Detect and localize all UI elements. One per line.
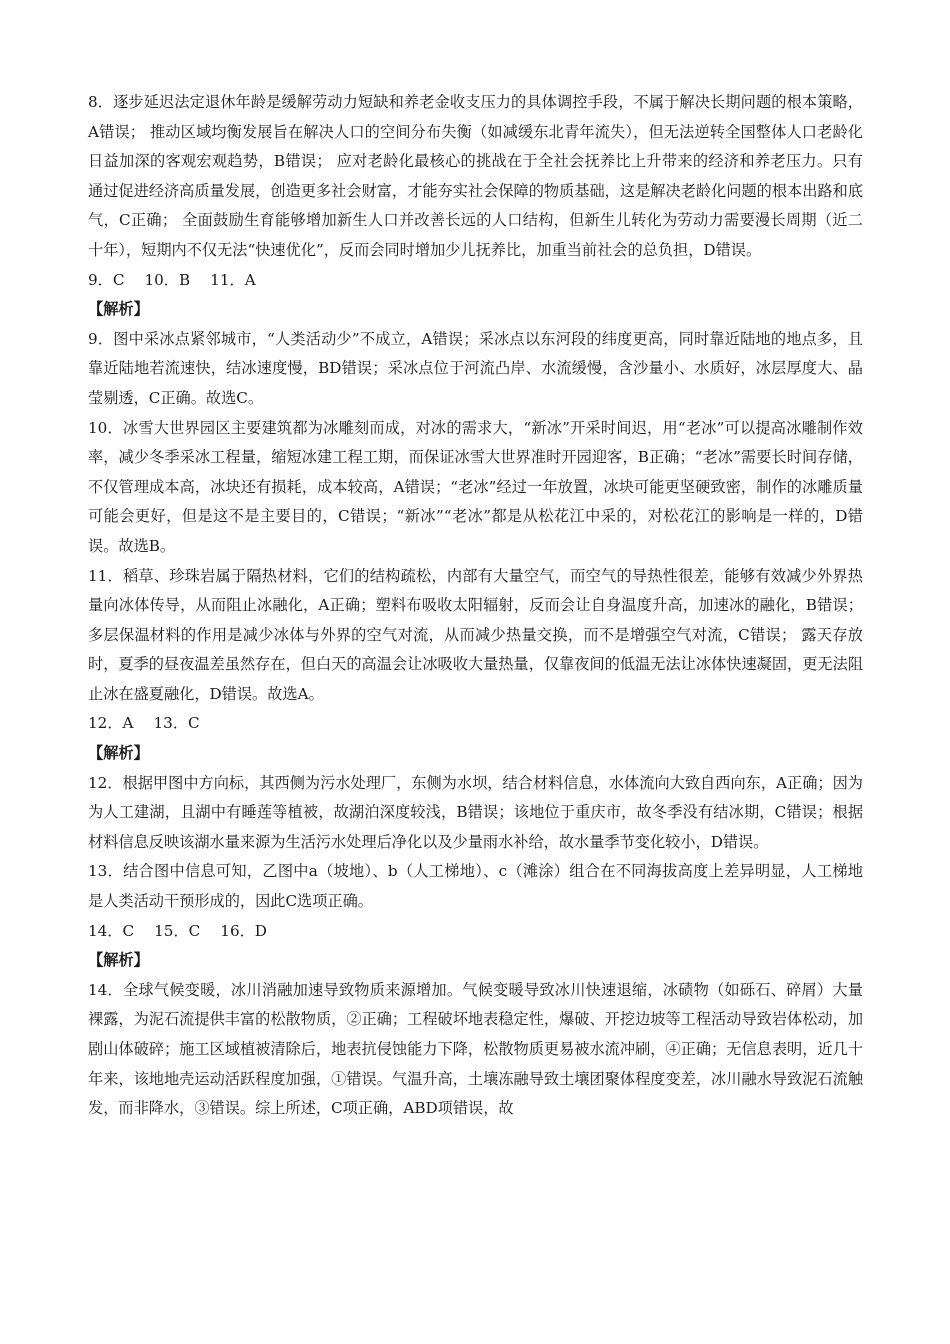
answer-explanation-8: 8．逐步延迟法定退休年龄是缓解劳动力短缺和养老金收支压力的具体调控手段，不属于解决长期问题的根本策略，A错误； 推动区域均衡发展旨在解决人口的空间分布失衡（如减缓东北青年流失），但无法逆转全国整体人口老龄化日益加深的客观宏观趋势，B错误； 应对老龄化最核心的挑战在于全社会抚养比上升带来的经济和养老压力。只有通过促进经济高质量发展，创造更多社会财富，才能夯实社会保障的物质基础，这是解决老龄化问题的根本出路和底气，C正确； 全面鼓励生育能够增加新生人口并改善长远的人口结构，但新生儿转化为劳动力需要漫长周期（近二十年），短期内不仅无法“快速优化”，反而会同时增加少儿抚养比，加重当前社会的总负担，D错误。	[88, 93, 863, 259]
analysis-heading: 【解析】	[88, 744, 149, 763]
answer-key-9-11: 9．C 10．B 11．A	[88, 270, 256, 289]
answer-explanation-13: 13．结合图中信息可知，乙图中a（坡地）、b（人工梯地）、c（滩涂）组合在不同海拔高度上差异明显，人工梯地是人类活动干预形成的，因此C选项正确。	[88, 862, 863, 911]
answer-key-14-16: 14．C 15．C 16．D	[88, 921, 267, 940]
answer-key-12-13: 12．A 13．C	[88, 714, 200, 733]
answer-explanation-10: 10．冰雪大世界园区主要建筑都为冰雕刻而成，对冰的需求大，“新冰”开采时间迟，用“老冰”可以提高冰雕制作效率，减少冬季采冰工程量，缩短冰建工程工期，而保证冰雪大世界准时开园迎客，B正确；“老冰”需要长时间存储，不仅管理成本高，冰块还有损耗，成本较高，A错误；“老冰”经过一年放置，冰块可能更坚硬致密，制作的冰雕质量可能会更好，但是这不是主要目的，C错误；“新冰”“老冰”都是从松花江中采的，对松花江的影响是一样的，D错误。故选B。	[88, 418, 863, 555]
analysis-heading: 【解析】	[88, 951, 149, 970]
analysis-heading: 【解析】	[88, 300, 149, 319]
document-page	[88, 88, 863, 1124]
answer-explanation-11: 11．稻草、珍珠岩属于隔热材料，它们的结构疏松，内部有大量空气，而空气的导热性很差，能够有效减少外界热量向冰体传导，从而阻止冰融化，A正确；塑料布吸收太阳辐射，反而会让自身温度升高，加速冰的融化，B错误；多层保温材料的作用是减少冰体与外界的空气对流，从而减少热量交换，而不是增强空气对流，C错误； 露天存放时，夏季的昼夜温差虽然存在，但白天的高温会让冰吸收大量热量，仅靠夜间的低温无法让冰体快速凝固，更无法阻止冰在盛夏融化，D错误。故选A。	[88, 566, 863, 703]
answer-explanation-9: 9．图中采冰点紧邻城市，“人类活动少”不成立，A错误；采冰点以东河段的纬度更高，同时靠近陆地的地点多，且靠近陆地若流速快，结冰速度慢，BD错误；采冰点位于河流凸岸、水流缓慢，含沙量小、水质好，冰层厚度大、晶莹剔透，C正确。故选C。	[88, 329, 863, 407]
answer-explanation-12: 12．根据甲图中方向标，其西侧为污水处理厂，东侧为水坝，结合材料信息，水体流向大致自西向东，A正确；因为为人工建湖，且湖中有睡莲等植被，故湖泊深度较浅，B错误；该地位于重庆市，故冬季没有结冰期，C错误；根据材料信息反映该湖水量来源为生活污水处理后净化以及少量雨水补给，故水量季节变化较小，D错误。	[88, 773, 863, 851]
answer-explanation-14: 14．全球气候变暖，冰川消融加速导致物质来源增加。气候变暖导致冰川快速退缩，冰碛物（如砾石、碎屑）大量裸露，为泥石流提供丰富的松散物质，②正确；工程破坏地表稳定性，爆破、开挖边坡等工程活动导致岩体松动，加剧山体破碎；施工区域植被清除后，地表抗侵蚀能力下降，松散物质更易被水流冲刷，④正确；无信息表明，近几十年来，该地地壳运动活跃程度加强，①错误。气温升高，土壤冻融导致土壤团聚体程度变差，冰川融水导致泥石流触发，而非降水，③错误。综上所述，C项正确，ABD项错误，故	[88, 980, 863, 1118]
